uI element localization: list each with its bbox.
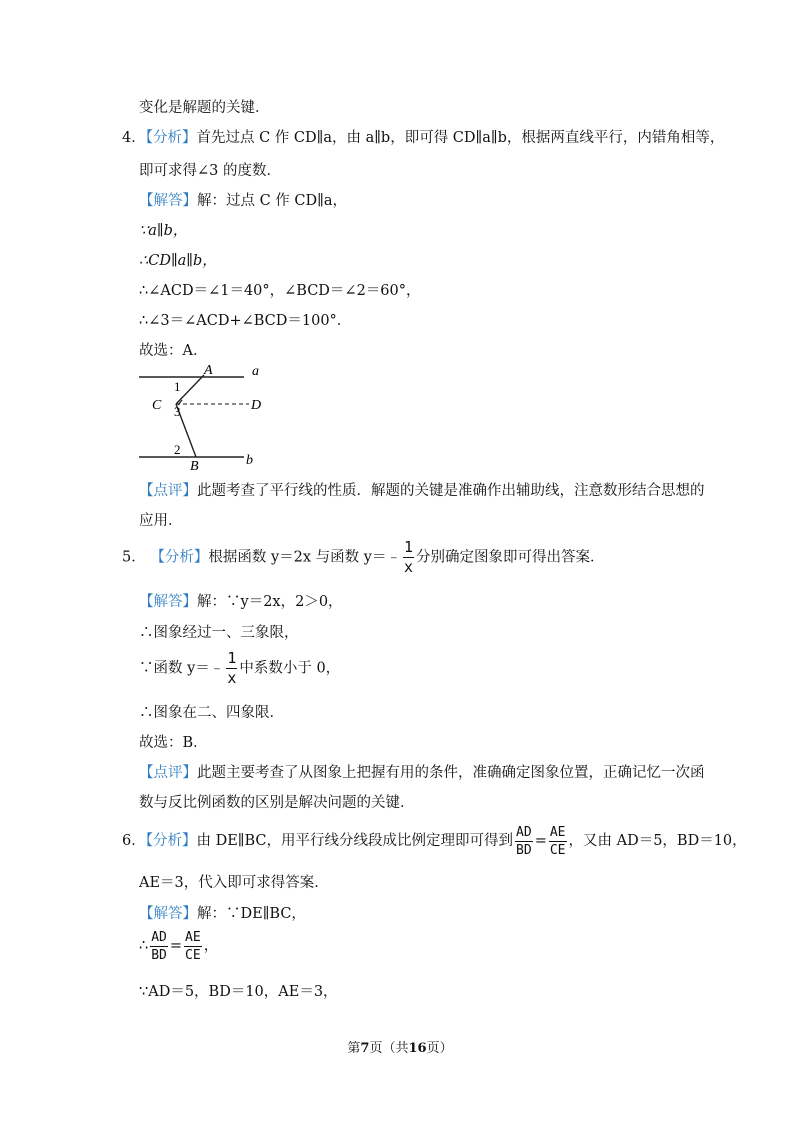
q6-answer-line1 [139, 904, 306, 924]
q5-step1: ∴图象经过一、三象限， [139, 625, 299, 641]
analysis-tag: 【分析】 [145, 833, 197, 849]
label-B: B [190, 459, 199, 470]
label-b: b [246, 453, 253, 468]
q6-step2: ∵AD＝5，BD＝10，AE＝3， [139, 984, 338, 1000]
label-C: C [152, 398, 162, 413]
q6-analysis-post: ，又由 AD＝5，BD＝10， [568, 833, 747, 849]
fraction-1-over-x: $\frac{1}{x}$ [403, 538, 413, 576]
angle-3: 3 [174, 404, 181, 419]
q6-number: 6． [122, 833, 146, 849]
analysis-tag: 【分析】 [145, 130, 197, 146]
q5-analysis-post: 分别确定图象即可得出答案． [416, 549, 605, 566]
q5-comment-line1 [139, 763, 705, 783]
q5-answer-line1 [139, 592, 343, 612]
q4-answer-line1 [139, 191, 347, 211]
q4-step1: ∵a∥b， [139, 223, 188, 239]
fraction-1-over-x: $\frac{1}{x}$ [227, 649, 237, 687]
answer-tag: 【解答】 [139, 906, 197, 922]
total-pages: 16 [408, 1041, 427, 1056]
comment-tag: 【点评】 [139, 483, 197, 499]
fraction-ae-ce: $\frac{AE}{CE}$ [549, 824, 566, 858]
q4-step4: ∴∠3＝∠ACD+∠BCD＝100°． [139, 313, 352, 329]
angle-1: 1 [174, 379, 181, 394]
q5-step2: ∵函数 y＝﹣ $\frac{1}{x}$ 中系数小于 0， [139, 649, 341, 687]
q5-comment-line2: 数与反比例函数的区别是解决问题的关键． [139, 795, 415, 811]
q4-answer-text: 解：过点 C 作 CD∥a， [197, 193, 347, 209]
angle-2: 2 [174, 442, 181, 457]
q4-comment-text: 此题考查了平行线的性质．解题的关键是准确作出辅助线，注意数形结合思想的 [197, 483, 705, 499]
q4-number: 4． [122, 130, 146, 146]
q4-step3: ∴∠ACD＝∠1＝40°，∠BCD＝∠2＝60°， [139, 283, 421, 299]
label-D: D [251, 398, 262, 413]
comment-tag: 【点评】 [139, 765, 197, 781]
q4-comment-line1 [139, 481, 705, 501]
q6-step1: ∴ $\frac{AD}{BD}$ = $\frac{AE}{CE}$ ， [139, 929, 219, 963]
label-a: a [252, 364, 259, 379]
q5-number: 5． [122, 549, 146, 566]
q4-comment-line2: 应用． [139, 513, 183, 529]
q6-analysis-line1: 6．【分析】由 DE∥BC，用平行线分线段成比例定理即可得到 $\frac{AD}{BD}$ = $\frac{AE}{CE}$ ，又由 AD＝5，BD＝10， [122, 824, 747, 858]
q5-analysis-line [122, 540, 605, 575]
fraction-ad-bd: $\frac{AD}{BD}$ [151, 929, 167, 963]
page-footer: 第7页（共16页） [347, 1041, 453, 1056]
fraction-ae-ce: $\frac{AE}{CE}$ [185, 929, 201, 963]
parallel-lines-figure [134, 360, 264, 470]
label-A: A [204, 363, 213, 378]
q5-choice: 故选：B． [139, 735, 208, 751]
analysis-tag: 【分析】 [150, 549, 209, 566]
q6-answer-text: 解：∵DE∥BC， [197, 906, 306, 922]
q5-comment-text: 此题主要考查了从图象上把握有用的条件，准确确定图象位置，正确记忆一次函 [197, 765, 705, 781]
q5-step3: ∴图象在二、四象限． [139, 705, 284, 721]
answer-tag: 【解答】 [139, 193, 197, 209]
q4-step2: ∴CD∥a∥b， [139, 253, 217, 269]
answer-tag: 【解答】 [139, 594, 197, 610]
q4-analysis-line2: 即可求得∠3 的度数． [139, 163, 281, 179]
q6-analysis-line2: AE＝3，代入即可求得答案． [139, 875, 329, 891]
page-number: 7 [360, 1041, 370, 1056]
q3-tail: 变化是解题的关键． [139, 100, 270, 116]
q4-choice: 故选：A． [139, 343, 208, 359]
q6-analysis-pre: 由 DE∥BC，用平行线分线段成比例定理即可得到 [196, 833, 514, 849]
q5-analysis-pre: 根据函数 y＝2x 与函数 y＝﹣ [208, 549, 401, 566]
q4-analysis-text: 首先过点 C 作 CD∥a，由 a∥b，即可得 CD∥a∥b，根据两直线平行，内错角相等， [196, 130, 725, 146]
q4-analysis-line1 [122, 128, 724, 148]
fraction-ad-bd: $\frac{AD}{BD}$ [516, 824, 532, 858]
q5-answer-text: 解：∵y＝2x，2＞0， [197, 594, 343, 610]
